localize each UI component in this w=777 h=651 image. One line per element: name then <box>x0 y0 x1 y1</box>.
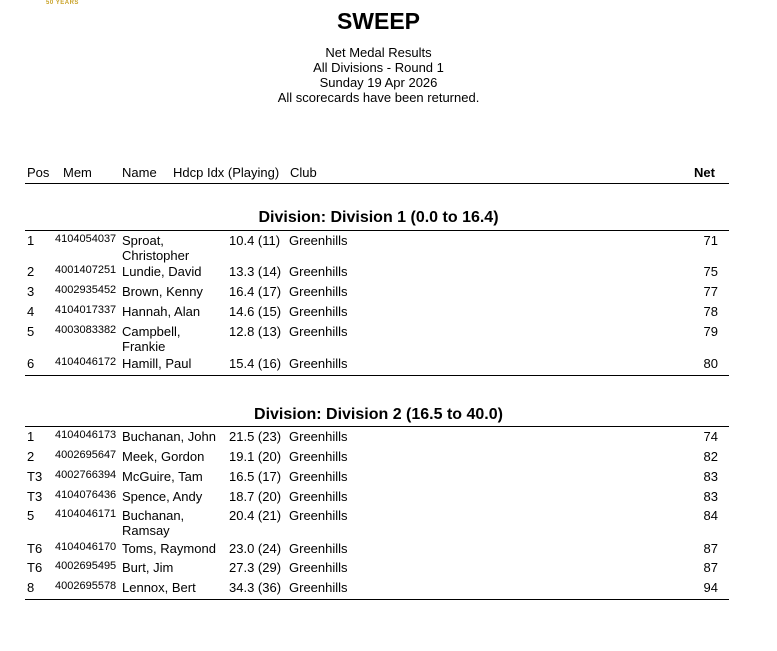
cell-mem: 4002695647 <box>55 449 117 461</box>
cell-net: 75 <box>703 264 718 279</box>
cell-mem: 4003083382 <box>55 324 117 336</box>
cell-net: 74 <box>703 429 718 444</box>
cell-mem: 4002695578 <box>55 580 117 592</box>
cell-mem: 4104046172 <box>55 356 117 368</box>
cell-hdcp: 27.3 (29) <box>229 560 282 575</box>
cell-name: Burt, Jim <box>122 560 174 575</box>
cell-name: Buchanan, Ramsay <box>122 508 185 538</box>
cell-pos: T6 <box>27 541 43 556</box>
cell-club: Greenhills <box>289 469 348 484</box>
cell-hdcp: 14.6 (15) <box>229 304 282 319</box>
cell-pos: 5 <box>27 508 35 523</box>
cell-hdcp: 12.8 (13) <box>229 324 282 339</box>
cell-name: Lennox, Bert <box>122 580 196 595</box>
cell-mem: 4104054037 <box>55 233 117 245</box>
cell-net: 80 <box>703 356 718 371</box>
header-hdcp: Hdcp Idx (Playing) <box>173 165 280 180</box>
cell-club: Greenhills <box>289 580 348 595</box>
cell-club: Greenhills <box>289 449 348 464</box>
division-2-bottom-rule <box>25 599 729 600</box>
cell-mem: 4001407251 <box>55 264 117 276</box>
header-club: Club <box>290 165 317 180</box>
cell-mem: 4002766394 <box>55 469 117 481</box>
cell-pos: T3 <box>27 489 43 504</box>
cell-club: Greenhills <box>289 429 348 444</box>
cell-pos: 6 <box>27 356 35 371</box>
cell-club: Greenhills <box>289 264 348 279</box>
cell-net: 83 <box>703 489 718 504</box>
cell-net: 71 <box>703 233 718 248</box>
cell-hdcp: 15.4 (16) <box>229 356 282 371</box>
cell-pos: 2 <box>27 449 35 464</box>
cell-club: Greenhills <box>289 356 348 371</box>
cell-club: Greenhills <box>289 541 348 556</box>
cell-pos: 1 <box>27 429 35 444</box>
cell-hdcp: 34.3 (36) <box>229 580 282 595</box>
cell-net: 82 <box>703 449 718 464</box>
cell-mem: 4104076436 <box>55 489 117 501</box>
division-1-top-rule <box>25 230 729 231</box>
cell-name: Meek, Gordon <box>122 449 205 464</box>
cell-name: Toms, Raymond <box>122 541 216 556</box>
cell-mem: 4002935452 <box>55 284 117 296</box>
cell-name: Campbell, Frankie <box>122 324 181 354</box>
cell-pos: 5 <box>27 324 35 339</box>
subtitle-status: All scorecards have been returned. <box>277 90 480 105</box>
cell-net: 87 <box>703 541 718 556</box>
cell-pos: 8 <box>27 580 35 595</box>
cell-mem: 4104017337 <box>55 304 117 316</box>
cell-club: Greenhills <box>289 489 348 504</box>
header-net: Net <box>694 165 715 180</box>
cell-pos: 1 <box>27 233 35 248</box>
cell-pos: T6 <box>27 560 43 575</box>
cell-name: Brown, Kenny <box>122 284 203 299</box>
cell-club: Greenhills <box>289 324 348 339</box>
subtitle-round: All Divisions - Round 1 <box>313 60 444 75</box>
cell-name: McGuire, Tam <box>122 469 203 484</box>
cell-club: Greenhills <box>289 233 348 248</box>
cell-mem: 4104046173 <box>55 429 117 441</box>
cell-net: 83 <box>703 469 718 484</box>
cell-hdcp: 13.3 (14) <box>229 264 282 279</box>
cell-name: Spence, Andy <box>122 489 203 504</box>
cell-name: Sproat, Christopher <box>122 233 190 263</box>
cell-hdcp: 19.1 (20) <box>229 449 282 464</box>
cell-hdcp: 18.7 (20) <box>229 489 282 504</box>
cell-net: 77 <box>703 284 718 299</box>
page-title: SWEEP <box>336 8 421 34</box>
cell-hdcp: 16.5 (17) <box>229 469 282 484</box>
subtitle-competition: Net Medal Results <box>325 45 432 60</box>
cell-pos: T3 <box>27 469 43 484</box>
cell-hdcp: 10.4 (11) <box>229 233 281 248</box>
header-rule <box>25 183 729 184</box>
cell-name: Lundie, David <box>122 264 202 279</box>
division-2-title: Division: Division 2 (16.5 to 40.0) <box>254 406 503 423</box>
cell-club: Greenhills <box>289 560 348 575</box>
cell-net: 84 <box>703 508 718 523</box>
cell-mem: 4002695495 <box>55 560 117 572</box>
header-name: Name <box>122 165 157 180</box>
cell-mem: 4104046171 <box>55 508 117 520</box>
cell-net: 87 <box>703 560 718 575</box>
cell-hdcp: 21.5 (23) <box>229 429 282 444</box>
cell-name: Buchanan, John <box>122 429 216 444</box>
division-1-title: Division: Division 1 (0.0 to 16.4) <box>258 209 499 226</box>
cell-pos: 4 <box>27 304 35 319</box>
division-2-top-rule <box>25 426 729 427</box>
header-mem: Mem <box>63 165 92 180</box>
cell-pos: 2 <box>27 264 35 279</box>
cell-net: 94 <box>703 580 718 595</box>
subtitle-date: Sunday 19 Apr 2026 <box>319 75 438 90</box>
cell-name: Hamill, Paul <box>122 356 192 371</box>
subtitles <box>0 45 757 105</box>
cell-pos: 3 <box>27 284 35 299</box>
cell-name: Hannah, Alan <box>122 304 201 319</box>
header-pos: Pos <box>27 165 50 180</box>
cell-hdcp: 23.0 (24) <box>229 541 282 556</box>
cell-hdcp: 20.4 (21) <box>229 508 282 523</box>
cell-club: Greenhills <box>289 304 348 319</box>
cell-net: 79 <box>703 324 718 339</box>
cell-net: 78 <box>703 304 718 319</box>
cell-mem: 4104046170 <box>55 541 117 553</box>
cell-club: Greenhills <box>289 284 348 299</box>
cell-hdcp: 16.4 (17) <box>229 284 282 299</box>
cell-club: Greenhills <box>289 508 348 523</box>
club-logo: 50 YEARS <box>46 0 79 6</box>
division-1-bottom-rule <box>25 375 729 376</box>
